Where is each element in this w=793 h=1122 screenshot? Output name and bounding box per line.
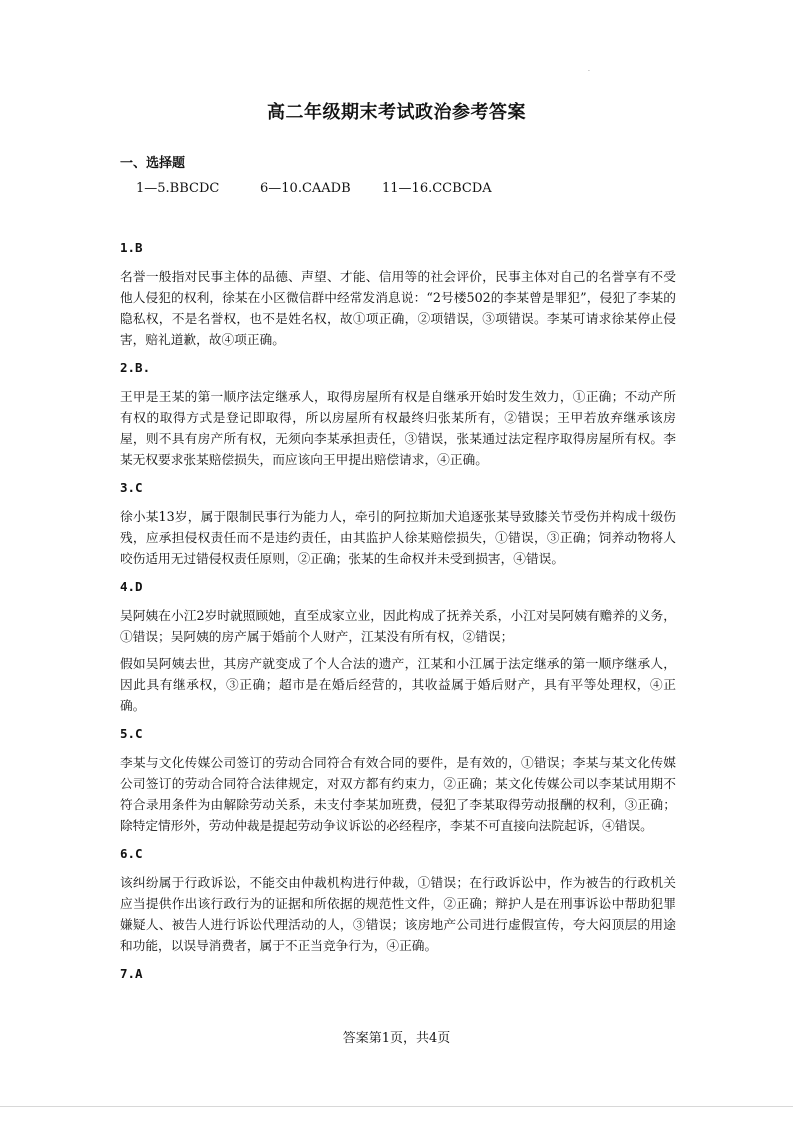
question-block [120, 846, 676, 956]
explanation-paragraph: 名誉一般指对民事主体的品德、声望、才能、信用等的社会评价，民事主体对自己的名誉享有不受他人侵犯的权利，徐某在小区微信群中经常发消息说：“2号楼502的李某曾是罪犯”，侵犯了李某的隐私权，不是名誉权，也不是姓名权，故①项正确，②项错误，③项错误。李某可请求徐某停止侵害，赔礼道歉，故④项正确。 [120, 269, 676, 347]
question-number: 7.A [120, 966, 143, 981]
question-block [120, 360, 676, 470]
explanation-paragraph: 李某与文化传媒公司签订的劳动合同符合有效合同的要件，是有效的，①错误；李某与某文化传媒公司签订的劳动合同符合法律规定，对双方都有约束力，②正确；某文化传媒公司以李某试用期不符合录用条件为由解除劳动关系，未支付李某加班费，侵犯了李某取得劳动报酬的权利，③正确；除特定情形外，劳动仲裁是提起劳动争议诉讼的必经程序，李某不可直接向法院起诉，④错误。 [120, 755, 676, 833]
explanation-paragraph: 王甲是王某的第一顺序法定继承人，取得房屋所有权是自继承开始时发生效力，①正确；不动产所有权的取得方式是登记即取得，所以房屋所有权最终归张某所有，②错误；王甲若放弃继承该房屋，则不具有房产所有权，无须向李某承担责任，③错误，张某通过法定程序取得房屋所有权。李某无权要求张某赔偿损失，而应该向王甲提出赔偿请求，④正确。 [120, 389, 676, 467]
question-block [120, 966, 676, 982]
question-number: 1.B [120, 240, 143, 255]
explanations [120, 240, 676, 992]
section-heading: 一、选择题 [120, 156, 186, 171]
page-title: 高二年级期末考试政治参考答案 [267, 102, 526, 123]
question-number: 5.C [120, 726, 143, 741]
question-block [120, 480, 676, 569]
answer-key: 11—16.CCBCDA [382, 181, 492, 196]
answer-key: 6—10.CAADB [260, 181, 351, 196]
question-number: 6.C [120, 846, 143, 861]
explanation-paragraph: 该纠纷属于行政诉讼，不能交由仲裁机构进行仲裁，①错误；在行政诉讼中，作为被告的行政机关应当提供作出该行政行为的证据和所依据的规范性文件，②正确；辩护人是在刑事诉讼中帮助犯罪嫌疑人、被告人进行诉讼代理活动的人，③错误；该房地产公司进行虚假宣传，夸大闷顶层的用途和功能，以误导消费者，属于不正当竞争行为，④正确。 [120, 875, 676, 953]
answer-key: 1—5.BBCDC [136, 181, 220, 196]
question-block [120, 240, 676, 350]
answer-key-row [136, 181, 492, 196]
scan-mark: . [588, 66, 590, 73]
question-block [120, 726, 676, 836]
question-number: 3.C [120, 480, 143, 495]
explanation-paragraph: 徐小某13岁，属于限制民事行为能力人，牵引的阿拉斯加犬追逐张某导致膝关节受伤并构成十级伤残，应承担侵权责任而不是违约责任，由其监护人徐某赔偿损失，①错误，③正确；饲养动物将人咬伤适用无过错侵权责任原则，②正确；张某的生命权并未受到损害，④错误。 [120, 509, 676, 566]
explanation-paragraph: 假如吴阿姨去世，其房产就变成了个人合法的遗产，江某和小江属于法定继承的第一顺序继承人，因此具有继承权，③正确；超市是在婚后经营的，其收益属于婚后财产，具有平等处理权，④正确。 [120, 656, 676, 713]
question-number: 2.B. [120, 360, 151, 375]
question-block [120, 579, 676, 716]
question-number: 4.D [120, 579, 143, 594]
page-footer: 答案第1页，共4页 [342, 1031, 451, 1046]
footer-divider [0, 1106, 793, 1107]
explanation-paragraph: 吴阿姨在小江2岁时就照顾她，直至成家立业，因此构成了抚养关系，小江对吴阿姨有赡养的义务，①错误；吴阿姨的房产属于婚前个人财产，江某没有所有权，②错误； [120, 608, 676, 644]
